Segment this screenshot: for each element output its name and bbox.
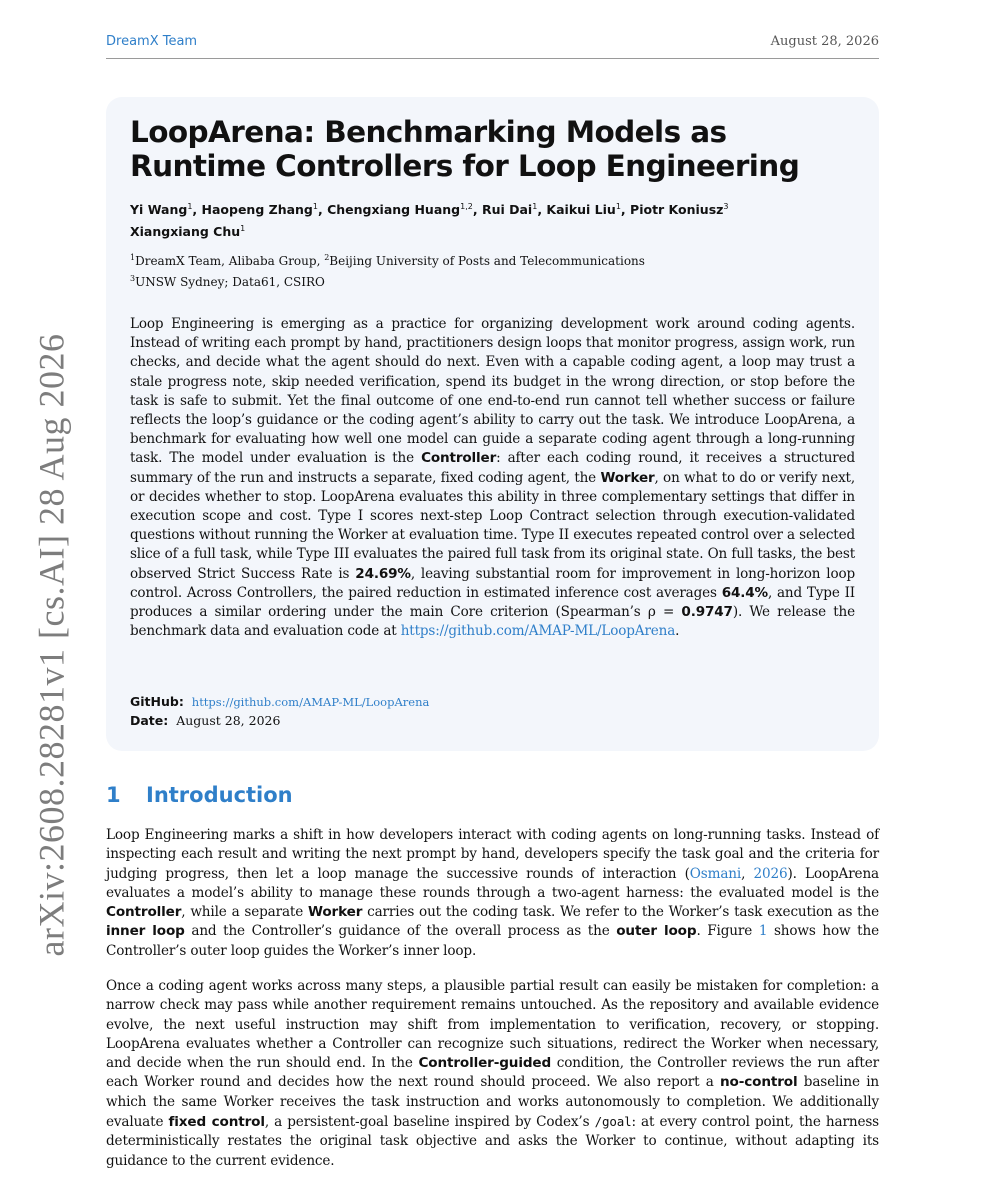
section-heading-introduction <box>106 783 293 807</box>
affiliation-mark: 3 <box>130 274 136 283</box>
body-text: , while a separate <box>181 904 308 921</box>
date-label: Date: <box>130 713 169 728</box>
abstract-keyword: Controller <box>421 450 497 467</box>
author-affiliation-mark: 1 <box>615 202 621 211</box>
arxiv-side-stamp <box>20 333 82 957</box>
abstract-text: . <box>675 623 680 640</box>
affiliation-line-1 <box>130 253 645 269</box>
citation-link[interactable]: Osmani <box>689 865 742 882</box>
body-text: baseline in which the same Worker receives the task instruction and works autonomously to completion. We additionally evaluate <box>106 1074 879 1131</box>
body-keyword: no-control <box>720 1074 798 1091</box>
header-team-name: DreamX Team <box>106 34 198 49</box>
author-name: Chengxiang Huang <box>327 202 461 217</box>
body-text: . Figure <box>696 923 759 940</box>
author-affiliation-mark: 1,2 <box>460 202 473 211</box>
body-keyword: inner loop <box>106 923 185 940</box>
body-text: , a persistent-goal baseline inspired by Codex’s <box>264 1114 595 1131</box>
intro-paragraph-1 <box>106 826 879 961</box>
body-text: , <box>741 865 754 882</box>
abstract-text: ). We release the benchmark data and evaluation code at <box>130 604 855 640</box>
body-text: and the Controller’s guidance of the overall process as the <box>184 923 617 940</box>
author-name: Xiangxiang Chu <box>130 224 241 239</box>
citation-year-link[interactable]: 2026 <box>753 865 788 882</box>
abstract-keyword: 64.4% <box>721 584 768 601</box>
arxiv-identifier: arXiv:2608.28281v1 [cs.AI] 28 Aug 2026 <box>31 333 71 957</box>
github-line <box>130 693 830 711</box>
paper-title: LoopArena: Benchmarking Models as Runtime Controllers for Loop Engineering <box>130 115 800 183</box>
affiliation-mark: 2 <box>324 253 330 262</box>
body-text: carries out the coding task. We refer to the Worker’s task execution as the <box>362 904 879 921</box>
author-affiliation-mark: 1 <box>240 224 246 233</box>
abstract-keyword: 0.9747 <box>681 604 733 621</box>
body-keyword: Controller-guided <box>418 1055 552 1072</box>
abstract-paragraph <box>130 315 855 641</box>
body-text: condition, the Controller reviews the run after each Worker round and decides how the next round should proceed. We also report a <box>106 1055 879 1091</box>
abstract-keyword: Worker <box>600 469 655 486</box>
author-affiliation-mark: 3 <box>723 202 729 211</box>
abstract-text: : after each coding round, it receives a structured summary of the run and instructs a separate, fixed coding agent, the <box>130 450 855 486</box>
author-name: Piotr Koniusz <box>630 202 724 217</box>
figure-reference-link[interactable]: 1 <box>758 923 768 940</box>
body-text: shows how the Controller’s outer loop guides the Worker’s inner loop. <box>106 923 879 959</box>
author-name: Kaikui Liu <box>546 202 616 217</box>
affiliation-text: Beijing University of Posts and Telecommunications <box>329 254 645 268</box>
github-link[interactable]: https://github.com/AMAP-ML/LoopArena <box>191 695 430 709</box>
abstract-repo-link[interactable]: https://github.com/AMAP-ML/LoopArena <box>400 623 676 640</box>
affiliation-mark: 1 <box>130 253 136 262</box>
abstract-text: , and Type II produces a similar ordering under the main Core criterion (Spearman’s ρ = <box>130 584 855 621</box>
body-text: Once a coding agent works across many steps, a plausible partial result can easily be mistaken for completion: a narrow check may pass while another requirement remains untouched. As the repository and available evidence evolve, the next useful instruction may shift from implementation to verification, recovery, or stopping. LoopArena evaluates whether a Controller can recognize such situations, redirect the Worker when necessary, and decide when the run should end. In the <box>106 978 879 1072</box>
inline-code: /goal <box>594 1114 632 1130</box>
header-date: August 28, 2026 <box>770 34 879 49</box>
author-affiliation-mark: 1 <box>312 202 318 211</box>
affiliation-line-2 <box>130 274 325 290</box>
body-keyword: Worker <box>308 904 363 921</box>
body-keyword: Controller <box>106 904 182 921</box>
author-list: Yi Wang$^1$, Haopeng Zhang$^1$, Chengxiang Huang$^{1,2}$, Rui Dai$^1$, Kaikui Liu$^1$, Piotr Koniusz$^3$ Xiangxiang Chu$^1$ <box>130 202 729 239</box>
affiliation-text: DreamX Team, Alibaba Group, <box>135 254 325 268</box>
abstract-text: Loop Engineering is emerging as a practice for organizing development work around coding agents. Instead of writing each prompt by hand, practitioners design loops that monitor progress, assign work, run checks, and decide what the agent should do next. Even with a capable coding agent, a loop may trust a stale progress note, skip needed verification, spend its budget in the wrong direction, or stop before the task is safe to submit. Yet the final outcome of one end-to-end run cannot tell whether success or failure reflects the loop’s guidance or the coding agent’s ability to carry out the task. We introduce LoopArena, a benchmark for evaluating how well one model can guide a separate coding agent through a long-running task. The model under evaluation is the <box>130 316 855 467</box>
body-keyword: outer loop <box>616 923 697 940</box>
body-text: Loop Engineering marks a shift in how developers interact with coding agents on long-running tasks. Instead of inspecting each result and writing the next prompt by hand, developers specify the task goal and the criteria for judging progress, then let a loop manage the successive rounds of interaction ( <box>106 827 879 882</box>
date-line <box>130 712 830 730</box>
author-affiliation-mark: 1 <box>532 202 538 211</box>
github-label: GitHub: <box>130 694 184 709</box>
body-keyword: fixed control <box>168 1114 265 1131</box>
abstract-text: , leaving substantial room for improvement in long-horizon loop control. Across Controllers, the paired reduction in estimated inference cost averages <box>130 565 855 601</box>
affiliation-text: UNSW Sydney; Data61, CSIRO <box>135 275 325 289</box>
body-text: ). LoopArena evaluates a model’s ability to manage these rounds through a two-agent harness: the evaluated model is the <box>106 865 879 901</box>
abstract-text: , on what to do or verify next, or decides whether to stop. LoopArena evaluates this ability in three complementary settings that differ in execution scope and cost. Type I scores next-step Loop Contract selection through execution-validated questions without running the Worker at evaluation time. Type II executes repeated control over a selected slice of a full task, while Type III evaluates the paired full task from its original state. On full tasks, the best observed Strict Success Rate is <box>130 469 856 582</box>
intro-paragraph-2 <box>106 977 879 1171</box>
running-header <box>106 34 879 59</box>
body-text: : at every control point, the harness deterministically restates the original task objective and asks the Worker to continue, without adapting its guidance to the current evidence. <box>106 1114 879 1169</box>
date-value: August 28, 2026 <box>176 713 281 728</box>
author-name: Haopeng Zhang <box>201 202 313 217</box>
abstract-keyword: 24.69% <box>355 565 411 582</box>
section-title: Introduction <box>146 783 293 807</box>
author-name: Yi Wang <box>130 202 188 217</box>
author-affiliation-mark: 1 <box>187 202 193 211</box>
author-name: Rui Dai <box>481 202 533 217</box>
section-number: 1 <box>106 783 121 807</box>
